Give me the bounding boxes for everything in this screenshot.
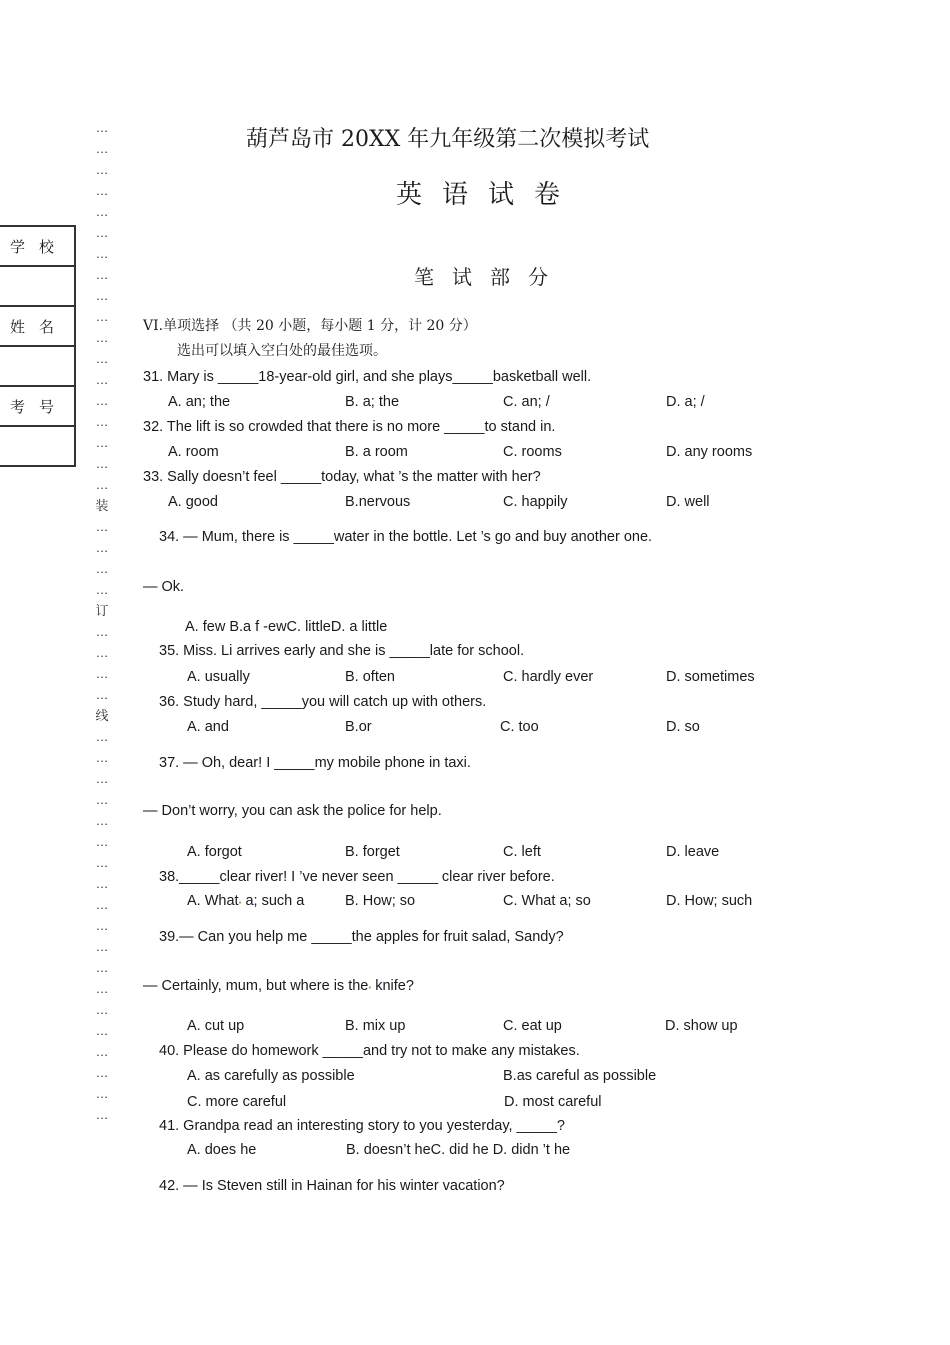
question-31-option-a: A. an; the [168, 394, 231, 410]
question-33-option-d: D. well [666, 494, 710, 510]
school-field [0, 267, 76, 307]
dot: … [95, 876, 109, 891]
dot: … [95, 1086, 109, 1101]
binding-char-ding: 订 [95, 603, 109, 618]
question-32-stem: 32. The lift is so crowded that there is no more _____to stand in. [143, 419, 556, 435]
number-label: 考号 [0, 387, 76, 427]
stray-mark: ▪ [238, 898, 242, 907]
question-38-option-a-part2: a; such a [241, 893, 305, 909]
question-39-option-c: C. eat up [503, 1018, 562, 1034]
question-42-stem: 42. — Is Steven still in Hainan for his winter vacation? [159, 1178, 505, 1194]
question-34-options: A. few B.a f -ewC. littleD. a little [185, 619, 388, 635]
dot: … [95, 582, 109, 597]
binding-char-xian: 线 [95, 708, 109, 723]
dot: … [95, 120, 109, 135]
dot: … [95, 855, 109, 870]
question-39-reply-part2: knife? [371, 978, 414, 994]
dot: … [95, 834, 109, 849]
question-39-option-d: D. show up [665, 1018, 738, 1034]
question-33-option-b: B.nervous [345, 494, 411, 510]
question-41-option-a: A. does he [187, 1142, 257, 1158]
dot: … [95, 309, 109, 324]
question-34-reply: — Ok. [143, 579, 185, 595]
question-31-option-d: D. a; / [666, 394, 705, 410]
question-38-option-a [187, 893, 304, 909]
section-instruction: 选出可以填入空白处的最佳选项。 [177, 343, 387, 359]
question-39-option-a: A. cut up [187, 1018, 245, 1034]
question-40-stem: 40. Please do homework _____and try not to make any mistakes. [159, 1043, 580, 1059]
dot: … [95, 183, 109, 198]
name-label: 姓名 [0, 307, 76, 347]
number-field [0, 427, 76, 467]
question-37-reply: — Don’t worry, you can ask the police for help. [143, 803, 442, 819]
dot: … [95, 792, 109, 807]
dot: … [95, 645, 109, 660]
dot: … [95, 414, 109, 429]
dot: … [95, 897, 109, 912]
question-36-option-c: C. too [500, 719, 539, 735]
dot: … [95, 561, 109, 576]
question-36-option-d: D. so [666, 719, 700, 735]
dot: … [95, 813, 109, 828]
dot: … [95, 750, 109, 765]
dot: … [95, 435, 109, 450]
dot: … [95, 771, 109, 786]
dot: … [95, 624, 109, 639]
question-32-option-d: D. any rooms [666, 444, 753, 460]
dot: … [95, 960, 109, 975]
dot: … [95, 1065, 109, 1080]
question-31-option-b: B. a; the [345, 394, 400, 410]
question-41-stem: 41. Grandpa read an interesting story to you yesterday, _____? [159, 1118, 565, 1134]
dot: … [95, 162, 109, 177]
question-41-options-bcd: B. doesn’t heC. did he D. didn ’t he [346, 1142, 571, 1158]
dot: … [95, 540, 109, 555]
question-32-option-c: C. rooms [503, 444, 562, 460]
question-38-option-c: C. What a; so [503, 893, 591, 909]
dot: … [95, 246, 109, 261]
school-label: 学校 [0, 227, 76, 267]
dot: … [95, 981, 109, 996]
question-34-stem: 34. — Mum, there is _____water in the bottle. Let ’s go and buy another one. [159, 529, 653, 545]
dot: … [95, 141, 109, 156]
question-38-option-d: D. How; such [666, 893, 753, 909]
question-40-option-b: B.as careful as possible [503, 1068, 657, 1084]
question-39-reply [143, 978, 414, 994]
question-33-option-a: A. good [168, 494, 218, 510]
dot: … [95, 1023, 109, 1038]
dot: … [95, 666, 109, 681]
binding-char-zhuang: 装 [95, 498, 109, 513]
dot: … [95, 519, 109, 534]
question-39-reply-part1: — Certainly, mum, but where is the [143, 978, 369, 994]
question-36-stem: 36. Study hard, _____you will catch up with others. [159, 694, 487, 710]
question-38-option-a-part1: A. What [187, 893, 239, 909]
question-37-option-d: D. leave [666, 844, 720, 860]
question-35-option-d: D. sometimes [666, 669, 755, 685]
question-40-option-a: A. as carefully as possible [187, 1068, 355, 1084]
question-38-option-b: B. How; so [345, 893, 416, 909]
question-35-option-a: A. usually [187, 669, 250, 685]
question-38-stem: 38._____clear river! I ’ve never seen _____ clear river before. [159, 869, 555, 885]
question-39-option-b: B. mix up [345, 1018, 406, 1034]
student-info-table [0, 225, 76, 467]
dot: … [95, 687, 109, 702]
question-37-option-a: A. forgot [187, 844, 242, 860]
dot: … [95, 204, 109, 219]
question-37-option-b: B. forget [345, 844, 400, 860]
question-31-stem: 31. Mary is _____18-year-old girl, and she plays_____basketball well. [143, 369, 592, 385]
dot: … [95, 456, 109, 471]
question-35-option-b: B. often [345, 669, 395, 685]
dot: … [95, 1107, 109, 1122]
dot: … [95, 330, 109, 345]
stray-mark: ▪ [368, 983, 372, 992]
question-37-stem: 37. — Oh, dear! I _____my mobile phone in taxi. [159, 755, 471, 771]
question-39-stem: 39.— Can you help me _____the apples for fruit salad, Sandy? [159, 929, 564, 945]
dot: … [95, 477, 109, 492]
dot: … [95, 225, 109, 240]
binding-dots-top [92, 117, 112, 1125]
dot: … [95, 372, 109, 387]
dot: … [95, 918, 109, 933]
question-40-option-c: C. more careful [187, 1094, 287, 1110]
question-35-option-c: C. hardly ever [503, 669, 594, 685]
dot: … [95, 267, 109, 282]
question-40-option-d: D. most careful [504, 1094, 602, 1110]
question-36-option-b: B.or [345, 719, 372, 735]
dot: … [95, 939, 109, 954]
dot: … [95, 351, 109, 366]
dot: … [95, 288, 109, 303]
question-32-option-a: A. room [168, 444, 219, 460]
question-35-stem: 35. Miss. Li arrives early and she is _____late for school. [159, 643, 525, 659]
question-37-option-c: C. left [503, 844, 541, 860]
question-33-option-c: C. happily [503, 494, 568, 510]
exam-title: 葫芦岛市 20XX 年九年级第二次模拟考试 [246, 127, 650, 152]
dot: … [95, 1002, 109, 1017]
question-31-option-c: C. an; / [503, 394, 550, 410]
question-36-option-a: A. and [187, 719, 229, 735]
name-field [0, 347, 76, 387]
section-heading: VI.单项选择 （共 20 小题，每小题 1 分，计 20 分） [143, 318, 477, 334]
dot: … [95, 729, 109, 744]
subject-title: 英语试卷 [396, 180, 581, 210]
question-32-option-b: B. a room [345, 444, 408, 460]
question-33-stem: 33. Sally doesn’t feel _____today, what ’s the matter with her? [143, 469, 541, 485]
dot: … [95, 393, 109, 408]
dot: … [95, 1044, 109, 1059]
part-title: 笔试部分 [414, 265, 566, 289]
